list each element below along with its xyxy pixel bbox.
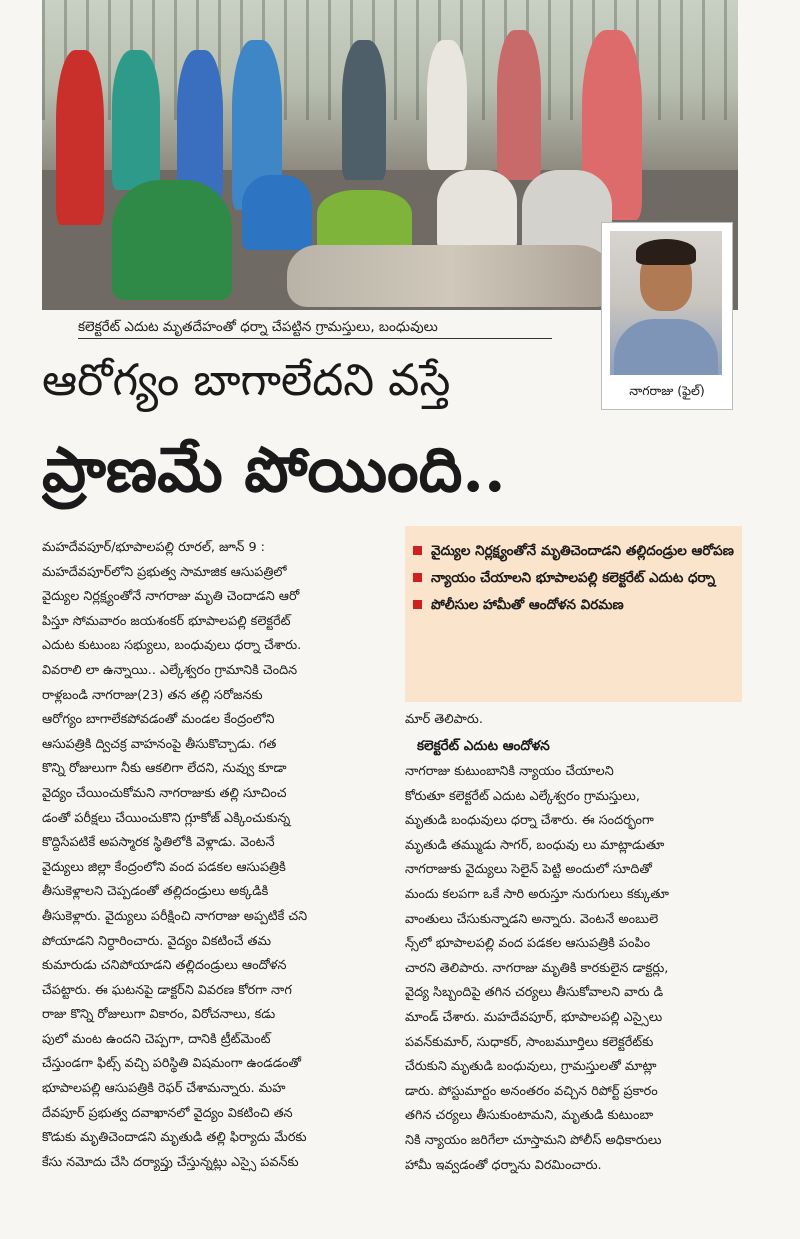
person-figure bbox=[317, 190, 412, 250]
text-line: కుమారుడు చనిపోయాడని తల్లిదండ్రులు ఆందోళన bbox=[42, 958, 287, 974]
inset-portrait bbox=[601, 222, 733, 410]
text-line: రాళ్లబండి నాగరాజు(23) తన తల్లి సరోజనకు bbox=[42, 687, 263, 703]
text-line: కొన్ని రోజులుగా నీకు ఆకలిగా లేదని, నువ్వు కూడా bbox=[42, 761, 287, 777]
photo-caption: కలెక్టరేట్ ఎదుట మృతదేహంతో ధర్నా చేపట్టిన గ్రామస్తులు, బంధువులు bbox=[78, 316, 552, 339]
person-figure bbox=[177, 50, 223, 200]
portrait-hair bbox=[636, 239, 696, 265]
text-line: ఎదుట కుటుంబ సభ్యులు, బంధువులు ధర్నా చేశారు. bbox=[42, 638, 302, 654]
text-line: మహదేవపూర్/భూపాలపల్లి రూరల్, జూన్ 9 : bbox=[42, 540, 265, 555]
text-line: రాజు కొన్ని రోజులుగా వికారం, విరోచనాలు, కడు bbox=[42, 1007, 276, 1023]
text-line: పులో మంట ఉందని చెప్పగా, దానికి ట్రీట్‌మెంట్ bbox=[42, 1031, 271, 1047]
text-line: ఆరోగ్యం బాగాలేకపోవడంతో మండల కేంద్రంలోని bbox=[42, 712, 275, 728]
text-line: వైద్య సిబ్బందిపై తగిన చర్యలు తీసుకోవాలని వారు డి bbox=[405, 985, 664, 1001]
highlights-box bbox=[405, 526, 742, 702]
headline-line-2: ప్రాణమే పోయింది.. bbox=[42, 433, 506, 506]
text-line: మార్ తెలిపారు. bbox=[405, 712, 483, 727]
text-line: పిస్తూ సోమవారం జయశంకర్ భూపాలపల్లి కలెక్టరేట్ bbox=[42, 613, 291, 629]
person-figure bbox=[112, 50, 160, 190]
text-line: చారని తెలిపారు. నాగరాజు మృతికి కారకులైన డాక్టర్లు, bbox=[405, 960, 669, 976]
text-line: తీసుకెళ్లాలని చెప్పడంతో తల్లిదండ్రులు అక్కడికి bbox=[42, 884, 269, 900]
person-figure bbox=[112, 180, 232, 300]
headline-line-1: ఆరోగ్యం బాగాలేదని వస్తే bbox=[42, 355, 451, 406]
text-line: నాగరాజుకు వైద్యులు సెలైన్ పెట్టి అందులో సూదితో bbox=[405, 862, 652, 878]
highlight-item: వైద్యుల నిర్లక్ష్యంతోనే మృతిచెందాడని తల్లిదండ్రుల ఆరోపణ bbox=[413, 540, 734, 562]
text-line: కొడుకు మృతిచెందాడని మృతుడి తల్లి ఫిర్యాదు మేరకు bbox=[42, 1130, 307, 1146]
person-figure bbox=[242, 175, 312, 250]
person-figure bbox=[56, 50, 104, 225]
text-line: మాండ్ చేశారు. మహదేవపూర్, భూపాలపల్లి ఎస్సైలు bbox=[405, 1009, 663, 1025]
text-line: మృతుడి తమ్ముడు సాగర్, బంధువు లు మాట్లాడుతూ bbox=[405, 837, 665, 853]
text-line: మందు కలపగా ఒకే సారి అరుస్తూ నురుగులు కక్కుతూ bbox=[405, 886, 669, 902]
text-line: డారు. పోస్టుమార్టం అనంతరం వచ్చిన రిపోర్ట్ ప్రకారం bbox=[405, 1083, 658, 1099]
text-line: తగిన చర్యలు తీసుకుంటామని, మృతుడి కుటుంబా bbox=[405, 1108, 654, 1124]
highlight-item: న్యాయం చేయాలని భూపాలపల్లి కలెక్టరేట్ ఎదుట ధర్నా bbox=[413, 567, 734, 589]
text-line: నికి న్యాయం జరిగేలా చూస్తామని పోలీస్ అధికారులు bbox=[405, 1132, 662, 1148]
text-line: చేపట్టారు. ఈ ఘటనపై డాక్టర్‌ని వివరణ కోరగా నాగ bbox=[42, 982, 292, 998]
text-line: వైద్యులు జిల్లా కేంద్రంలోని వంద పడకల ఆసుపత్రికి bbox=[42, 859, 286, 875]
highlight-item: పోలీసుల హామీతో ఆందోళన విరమణ bbox=[413, 594, 734, 616]
person-figure bbox=[497, 30, 541, 180]
text-line: మహదేవపూర్‌లోని ప్రభుత్వ సామాజిక ఆసుపత్రిలో bbox=[42, 564, 287, 580]
text-line: కోరుతూ కలెక్టరేట్ ఎదుట ఎల్కేశ్వరం గ్రామస్తులు, bbox=[405, 788, 640, 804]
text-line: దేవపూర్ ప్రభుత్వ దవాఖానలో వైద్యం వికటించి తన bbox=[42, 1105, 293, 1121]
text-line: వైద్యం చేయించుకోమని నాగరాజుకు తల్లి సూచించ bbox=[42, 785, 287, 801]
text-line: వాంతులు చేసుకున్నాడని అన్నారు. వెంటనే అంబులె bbox=[405, 911, 659, 927]
bullet-icon bbox=[413, 546, 422, 555]
text-line: కొద్దిసేపటికే అపస్మారక స్థితిలోకి వెళ్లాడు. వెంటనే bbox=[42, 835, 275, 851]
bullet-icon bbox=[413, 600, 422, 609]
covered-body bbox=[287, 245, 617, 307]
text-line: పవన్‌కుమార్, సుధాకర్, సాంబమూర్తిలు కలెక్టరేట్‌కు bbox=[405, 1034, 654, 1050]
bullet-icon bbox=[413, 573, 422, 582]
person-figure bbox=[342, 40, 386, 180]
text-line: మృతుడి బంధువులు ధర్నా చేశారు. ఈ సందర్భంగా bbox=[405, 813, 654, 829]
article-column-2 bbox=[405, 760, 740, 1178]
text-line: డంతో పరీక్షలు చేయించుకొని గ్లూకోజ్ ఎక్కించుకున్న bbox=[42, 810, 291, 826]
text-line: నాగరాజు కుటుంబానికి న్యాయం చేయాలని bbox=[405, 764, 614, 779]
text-line: వైద్యుల నిర్లక్ష్యంతోనే నాగరాజు మృతి చెందాడని ఆరో bbox=[42, 589, 300, 605]
text-line: ఆసుపత్రికి ద్విచక్ర వాహనంపై తీసుకొచ్చాడు. గత bbox=[42, 736, 277, 752]
portrait-image bbox=[610, 231, 722, 375]
text-line: న్స్‌లో భూపాలపల్లి వంద పడకల ఆసుపత్రికి పంపిం bbox=[405, 936, 651, 952]
text-line: చేరుకుని మృతుడి బంధువులు, గ్రామస్తులతో మాట్లా bbox=[405, 1059, 657, 1075]
text-line: తీసుకెళ్లారు. వైద్యులు పరీక్షించి నాగరాజు అప్పటికే చని bbox=[42, 908, 308, 924]
text-line: కేసు నమోదు చేసి దర్యాప్తు చేస్తున్నట్లు ఎస్సై పవన్‌కు bbox=[42, 1154, 299, 1170]
person-figure bbox=[437, 170, 517, 250]
person-figure bbox=[427, 40, 467, 170]
portrait-shirt bbox=[614, 319, 718, 375]
text-line: పోయాడని నిర్ధారించారు. వైద్యం వికటించే తమ bbox=[42, 933, 272, 949]
subheading: కలెక్టరేట్ ఎదుట ఆందోళన bbox=[417, 738, 550, 754]
article-column-1 bbox=[42, 536, 397, 1175]
text-line: చేస్తుండగా ఫిట్స్ వచ్చి పరిస్థితి విషమంగా ఉండడంతో bbox=[42, 1056, 302, 1072]
portrait-label: నాగరాజు (ఫైల్) bbox=[629, 383, 705, 398]
text-line: వివరాలి లా ఉన్నాయి.. ఎల్కేశ్వరం గ్రామానికి చెందిన bbox=[42, 662, 298, 678]
text-line: భూపాలపల్లి ఆసుపత్రికి రెఫర్ చేశామన్నారు. మహ bbox=[42, 1081, 286, 1097]
text-line: హామీ ఇవ్వడంతో ధర్నాను విరమించారు. bbox=[405, 1157, 602, 1173]
article-column-2-top bbox=[405, 708, 740, 733]
